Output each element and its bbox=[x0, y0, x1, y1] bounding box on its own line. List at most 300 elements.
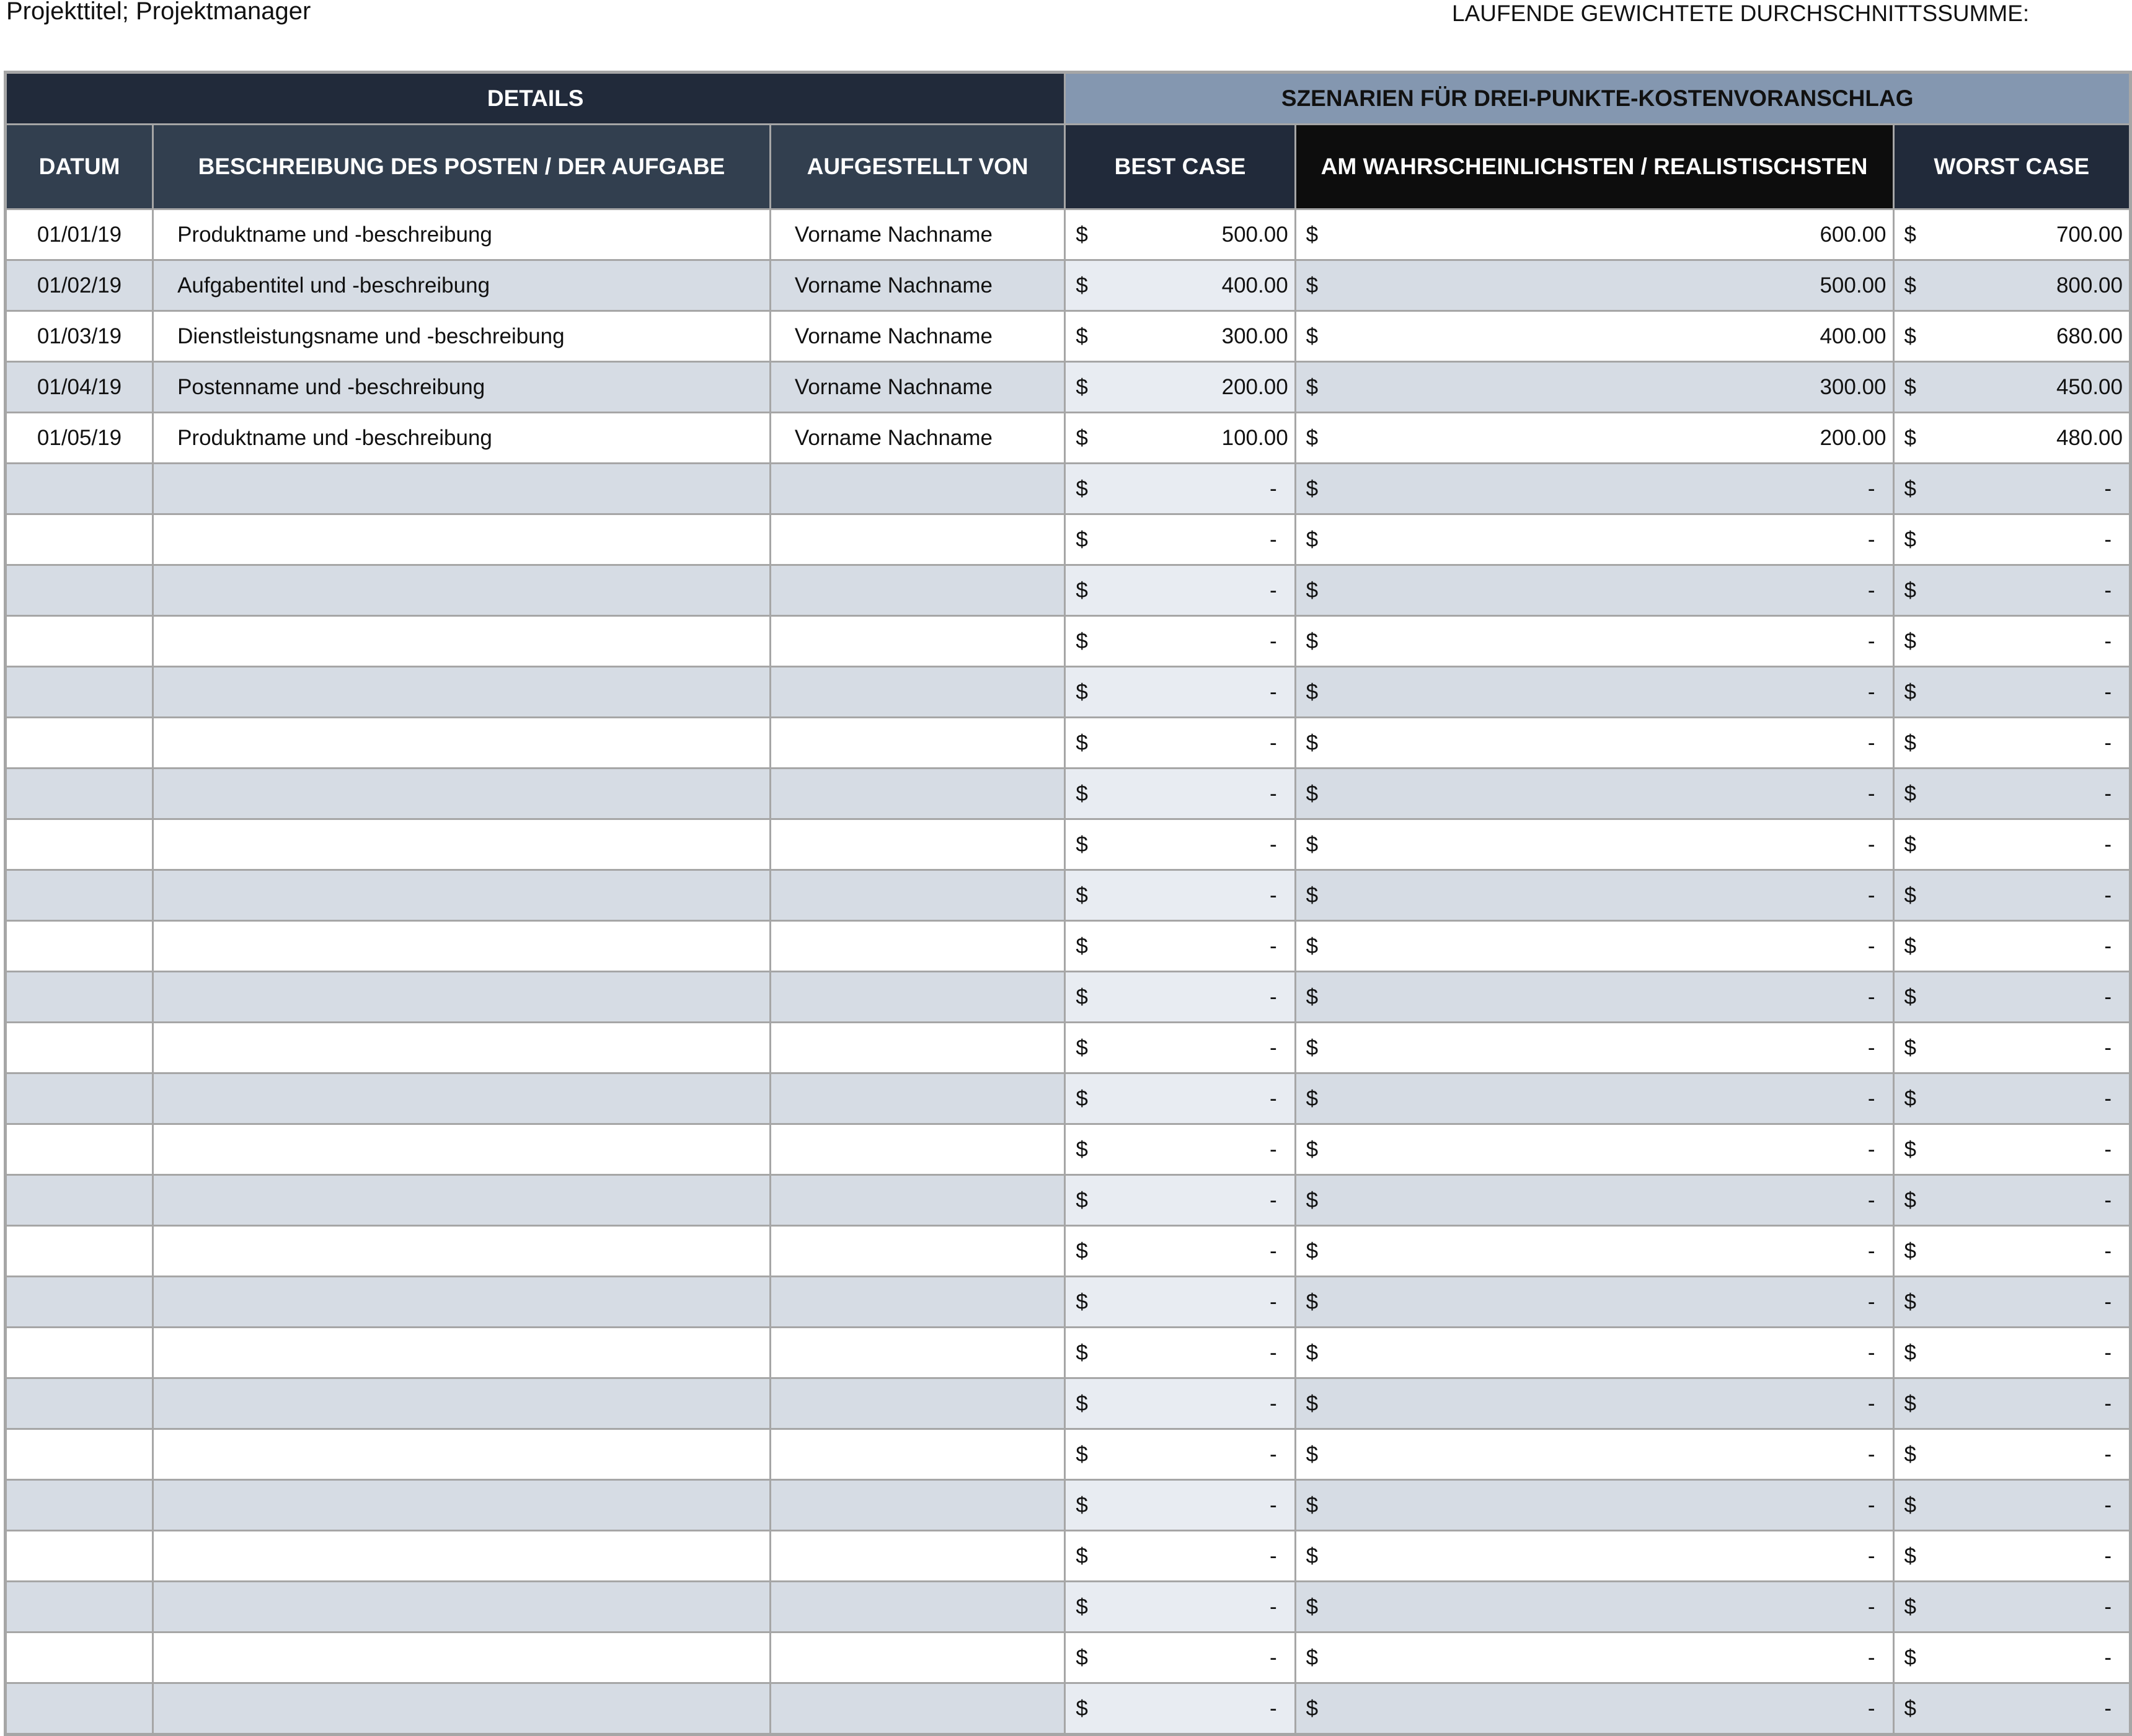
cell-worst-case[interactable] bbox=[1893, 1683, 2130, 1735]
cell-date[interactable] bbox=[6, 1277, 153, 1328]
cell-created-by[interactable] bbox=[770, 1226, 1064, 1277]
cell-created-by[interactable] bbox=[770, 819, 1064, 870]
cell-description[interactable]: Produktname und -beschreibung bbox=[153, 209, 771, 260]
cell-best-case[interactable] bbox=[1065, 464, 1295, 514]
cell-created-by[interactable] bbox=[770, 464, 1064, 514]
cell-description[interactable] bbox=[153, 1429, 771, 1480]
currency-symbol: $ bbox=[1306, 883, 1319, 907]
amount-value: - bbox=[1867, 1086, 1875, 1111]
currency-symbol: $ bbox=[1076, 425, 1088, 450]
table-row bbox=[6, 1328, 2131, 1378]
amount-value: - bbox=[1270, 984, 1277, 1009]
cell-created-by[interactable] bbox=[770, 1124, 1064, 1175]
table-row bbox=[6, 1124, 2131, 1175]
cell-description[interactable] bbox=[153, 616, 771, 667]
cell-worst-case[interactable] bbox=[1893, 1073, 2130, 1124]
cell-description[interactable] bbox=[153, 514, 771, 565]
currency-symbol: $ bbox=[1904, 527, 1916, 552]
cell-most-likely[interactable] bbox=[1295, 1328, 1893, 1378]
cell-date[interactable] bbox=[6, 1531, 153, 1582]
amount-value: - bbox=[1270, 781, 1277, 806]
currency-symbol: $ bbox=[1076, 730, 1088, 755]
amount-value: - bbox=[2104, 679, 2112, 704]
cell-created-by[interactable] bbox=[770, 1480, 1064, 1531]
cell-most-likely[interactable] bbox=[1295, 1277, 1893, 1328]
cell-description[interactable]: Postenname und -beschreibung bbox=[153, 362, 771, 413]
cell-most-likely[interactable] bbox=[1295, 1073, 1893, 1124]
cell-date[interactable]: 01/01/19 bbox=[6, 209, 153, 260]
cell-description[interactable] bbox=[153, 1480, 771, 1531]
cell-best-case[interactable] bbox=[1065, 1582, 1295, 1632]
weighted-average-sum-label: LAUFENDE GEWICHTETE DURCHSCHNITTSSUMME: bbox=[1452, 1, 2030, 26]
currency-symbol: $ bbox=[1076, 1492, 1088, 1517]
currency-symbol: $ bbox=[1306, 1137, 1319, 1161]
currency-symbol: $ bbox=[1076, 1238, 1088, 1263]
cell-best-case[interactable] bbox=[1065, 1124, 1295, 1175]
cell-created-by[interactable] bbox=[770, 769, 1064, 819]
table-row bbox=[6, 1277, 2131, 1328]
amount-value: - bbox=[1270, 1289, 1277, 1314]
cell-date[interactable] bbox=[6, 1124, 153, 1175]
cell-created-by[interactable] bbox=[770, 1328, 1064, 1378]
table-row bbox=[6, 819, 2131, 870]
currency-symbol: $ bbox=[1076, 628, 1088, 653]
cell-date[interactable]: 01/02/19 bbox=[6, 260, 153, 311]
amount-value: - bbox=[1867, 679, 1875, 704]
cell-description[interactable] bbox=[153, 718, 771, 769]
cell-best-case[interactable] bbox=[1065, 1277, 1295, 1328]
cell-description[interactable] bbox=[153, 1226, 771, 1277]
cell-description[interactable] bbox=[153, 819, 771, 870]
cell-best-case[interactable] bbox=[1065, 819, 1295, 870]
column-header-date: DATUM bbox=[6, 125, 153, 209]
amount-value: - bbox=[2104, 1086, 2112, 1111]
amount-value: - bbox=[2104, 730, 2112, 755]
cell-created-by[interactable] bbox=[770, 718, 1064, 769]
cell-worst-case[interactable] bbox=[1893, 718, 2130, 769]
amount-value: - bbox=[1867, 832, 1875, 857]
cell-worst-case[interactable] bbox=[1893, 565, 2130, 616]
currency-symbol: $ bbox=[1306, 1645, 1319, 1670]
amount-value: - bbox=[1867, 883, 1875, 907]
currency-symbol: $ bbox=[1904, 1696, 1916, 1721]
amount-value: - bbox=[1270, 679, 1277, 704]
cell-created-by[interactable]: Vorname Nachname bbox=[770, 413, 1064, 464]
cell-created-by[interactable] bbox=[770, 616, 1064, 667]
cell-most-likely[interactable] bbox=[1295, 870, 1893, 921]
currency-symbol: $ bbox=[1904, 883, 1916, 907]
cell-best-case[interactable] bbox=[1065, 769, 1295, 819]
cell-worst-case[interactable] bbox=[1893, 972, 2130, 1023]
amount-value: - bbox=[2104, 578, 2112, 602]
amount-value: - bbox=[2104, 1187, 2112, 1212]
cell-description[interactable] bbox=[153, 1073, 771, 1124]
cell-most-likely[interactable] bbox=[1295, 1429, 1893, 1480]
cell-description[interactable] bbox=[153, 870, 771, 921]
currency-symbol: $ bbox=[1904, 1035, 1916, 1060]
amount-value: 700.00 bbox=[2056, 222, 2123, 247]
currency-symbol: $ bbox=[1904, 628, 1916, 653]
cell-description[interactable] bbox=[153, 1175, 771, 1226]
cell-most-likely[interactable] bbox=[1295, 667, 1893, 718]
cell-worst-case[interactable] bbox=[1893, 1124, 2130, 1175]
amount-value: - bbox=[1270, 832, 1277, 857]
currency-symbol: $ bbox=[1306, 578, 1319, 602]
cell-most-likely[interactable] bbox=[1295, 972, 1893, 1023]
currency-symbol: $ bbox=[1904, 1645, 1916, 1670]
cell-created-by[interactable] bbox=[770, 1175, 1064, 1226]
cell-best-case[interactable] bbox=[1065, 870, 1295, 921]
currency-symbol: $ bbox=[1306, 832, 1319, 857]
table-row bbox=[6, 972, 2131, 1023]
cell-best-case[interactable] bbox=[1065, 514, 1295, 565]
currency-symbol: $ bbox=[1306, 1492, 1319, 1517]
currency-symbol: $ bbox=[1076, 1543, 1088, 1568]
currency-symbol: $ bbox=[1076, 883, 1088, 907]
cell-worst-case[interactable] bbox=[1893, 819, 2130, 870]
amount-value: 300.00 bbox=[1820, 374, 1887, 399]
table-row bbox=[6, 921, 2131, 972]
currency-symbol: $ bbox=[1306, 1187, 1319, 1212]
cell-worst-case[interactable] bbox=[1893, 1429, 2130, 1480]
cell-worst-case[interactable] bbox=[1893, 1632, 2130, 1683]
cell-best-case[interactable] bbox=[1065, 1378, 1295, 1429]
cell-worst-case[interactable] bbox=[1893, 769, 2130, 819]
cell-most-likely[interactable] bbox=[1295, 311, 1893, 362]
amount-value: - bbox=[2104, 832, 2112, 857]
amount-value: - bbox=[1867, 1391, 1875, 1416]
cell-date[interactable] bbox=[6, 464, 153, 514]
currency-symbol: $ bbox=[1076, 1645, 1088, 1670]
cell-created-by[interactable]: Vorname Nachname bbox=[770, 209, 1064, 260]
cell-created-by[interactable] bbox=[770, 1632, 1064, 1683]
currency-symbol: $ bbox=[1076, 1187, 1088, 1212]
currency-symbol: $ bbox=[1306, 781, 1319, 806]
table-row bbox=[6, 1683, 2131, 1735]
currency-symbol: $ bbox=[1306, 984, 1319, 1009]
cell-date[interactable] bbox=[6, 921, 153, 972]
table-row bbox=[6, 1023, 2131, 1073]
cell-description[interactable] bbox=[153, 464, 771, 514]
cell-date[interactable] bbox=[6, 769, 153, 819]
currency-symbol: $ bbox=[1306, 1594, 1319, 1619]
cell-most-likely[interactable] bbox=[1295, 769, 1893, 819]
cell-best-case[interactable] bbox=[1065, 1073, 1295, 1124]
cell-date[interactable]: 01/03/19 bbox=[6, 311, 153, 362]
cell-best-case[interactable] bbox=[1065, 209, 1295, 260]
cell-date[interactable] bbox=[6, 514, 153, 565]
cell-date[interactable] bbox=[6, 667, 153, 718]
cell-most-likely[interactable] bbox=[1295, 1023, 1893, 1073]
cell-best-case[interactable] bbox=[1065, 718, 1295, 769]
cell-most-likely[interactable] bbox=[1295, 616, 1893, 667]
cell-description[interactable] bbox=[153, 1277, 771, 1328]
currency-symbol: $ bbox=[1306, 1035, 1319, 1060]
cell-description[interactable] bbox=[153, 921, 771, 972]
cell-most-likely[interactable] bbox=[1295, 209, 1893, 260]
amount-value: - bbox=[2104, 1543, 2112, 1568]
amount-value: - bbox=[2104, 781, 2112, 806]
table-row bbox=[6, 1073, 2131, 1124]
currency-symbol: $ bbox=[1306, 1543, 1319, 1568]
cell-created-by[interactable] bbox=[770, 1073, 1064, 1124]
cell-worst-case[interactable] bbox=[1893, 1023, 2130, 1073]
cell-date[interactable] bbox=[6, 972, 153, 1023]
currency-symbol: $ bbox=[1904, 273, 1916, 297]
cell-created-by[interactable] bbox=[770, 1683, 1064, 1735]
table-row bbox=[6, 616, 2131, 667]
cell-most-likely[interactable] bbox=[1295, 464, 1893, 514]
currency-symbol: $ bbox=[1904, 933, 1916, 958]
cell-created-by[interactable] bbox=[770, 514, 1064, 565]
cell-date[interactable] bbox=[6, 718, 153, 769]
column-header-best-case: BEST CASE bbox=[1065, 125, 1295, 209]
cell-best-case[interactable] bbox=[1065, 972, 1295, 1023]
currency-symbol: $ bbox=[1076, 578, 1088, 602]
cell-most-likely[interactable] bbox=[1295, 1175, 1893, 1226]
cell-most-likely[interactable] bbox=[1295, 565, 1893, 616]
currency-symbol: $ bbox=[1306, 476, 1319, 501]
amount-value: - bbox=[1270, 1238, 1277, 1263]
cell-worst-case[interactable] bbox=[1893, 1582, 2130, 1632]
amount-value: - bbox=[1270, 1442, 1277, 1466]
amount-value: - bbox=[1270, 730, 1277, 755]
cell-created-by[interactable] bbox=[770, 1277, 1064, 1328]
cell-most-likely[interactable] bbox=[1295, 921, 1893, 972]
table-row bbox=[6, 464, 2131, 514]
currency-symbol: $ bbox=[1306, 1442, 1319, 1466]
cell-date[interactable]: 01/04/19 bbox=[6, 362, 153, 413]
currency-symbol: $ bbox=[1306, 1086, 1319, 1111]
amount-value: - bbox=[1867, 628, 1875, 653]
cell-created-by[interactable] bbox=[770, 1582, 1064, 1632]
table-row bbox=[6, 1175, 2131, 1226]
group-header-scenarios: SZENARIEN FÜR DREI-PUNKTE-KOSTENVORANSCHLAG bbox=[1065, 73, 2131, 125]
amount-value: - bbox=[1867, 1645, 1875, 1670]
cell-description[interactable] bbox=[153, 1632, 771, 1683]
cell-description[interactable] bbox=[153, 1531, 771, 1582]
amount-value: - bbox=[2104, 476, 2112, 501]
amount-value: - bbox=[1867, 578, 1875, 602]
cell-worst-case[interactable] bbox=[1893, 1277, 2130, 1328]
cell-worst-case[interactable] bbox=[1893, 1480, 2130, 1531]
cell-created-by[interactable] bbox=[770, 1531, 1064, 1582]
currency-symbol: $ bbox=[1306, 425, 1319, 450]
cell-most-likely[interactable] bbox=[1295, 1378, 1893, 1429]
cell-description[interactable] bbox=[153, 1378, 771, 1429]
cell-date[interactable] bbox=[6, 616, 153, 667]
cell-date[interactable] bbox=[6, 1175, 153, 1226]
cell-created-by[interactable] bbox=[770, 972, 1064, 1023]
amount-value: - bbox=[1270, 578, 1277, 602]
currency-symbol: $ bbox=[1076, 273, 1088, 297]
cell-most-likely[interactable] bbox=[1295, 362, 1893, 413]
cell-best-case[interactable] bbox=[1065, 1480, 1295, 1531]
cell-best-case[interactable] bbox=[1065, 667, 1295, 718]
amount-value: 100.00 bbox=[1221, 425, 1288, 450]
currency-symbol: $ bbox=[1076, 374, 1088, 399]
cell-worst-case[interactable] bbox=[1893, 209, 2130, 260]
table-row bbox=[6, 1378, 2131, 1429]
cell-best-case[interactable] bbox=[1065, 1683, 1295, 1735]
cell-created-by[interactable]: Vorname Nachname bbox=[770, 311, 1064, 362]
cell-date[interactable] bbox=[6, 819, 153, 870]
currency-symbol: $ bbox=[1904, 578, 1916, 602]
currency-symbol: $ bbox=[1904, 1492, 1916, 1517]
cell-best-case[interactable] bbox=[1065, 1023, 1295, 1073]
amount-value: 200.00 bbox=[1221, 374, 1288, 399]
cell-most-likely[interactable] bbox=[1295, 819, 1893, 870]
cell-best-case[interactable] bbox=[1065, 1531, 1295, 1582]
cell-best-case[interactable] bbox=[1065, 311, 1295, 362]
cell-created-by[interactable]: Vorname Nachname bbox=[770, 260, 1064, 311]
cell-created-by[interactable]: Vorname Nachname bbox=[770, 362, 1064, 413]
cell-best-case[interactable] bbox=[1065, 1632, 1295, 1683]
amount-value: - bbox=[1867, 730, 1875, 755]
cell-date[interactable]: 01/05/19 bbox=[6, 413, 153, 464]
cell-most-likely[interactable] bbox=[1295, 1683, 1893, 1735]
cell-worst-case[interactable] bbox=[1893, 870, 2130, 921]
cell-worst-case[interactable] bbox=[1893, 1226, 2130, 1277]
cell-most-likely[interactable] bbox=[1295, 1480, 1893, 1531]
cell-date[interactable] bbox=[6, 565, 153, 616]
cell-best-case[interactable] bbox=[1065, 1226, 1295, 1277]
cell-most-likely[interactable] bbox=[1295, 1632, 1893, 1683]
cell-most-likely[interactable] bbox=[1295, 260, 1893, 311]
cell-most-likely[interactable] bbox=[1295, 1582, 1893, 1632]
cell-worst-case[interactable] bbox=[1893, 413, 2130, 464]
cell-description[interactable] bbox=[153, 565, 771, 616]
amount-value: 300.00 bbox=[1221, 324, 1288, 348]
cell-best-case[interactable] bbox=[1065, 565, 1295, 616]
cell-date[interactable] bbox=[6, 870, 153, 921]
table-row bbox=[6, 413, 2131, 464]
cell-description[interactable]: Aufgabentitel und -beschreibung bbox=[153, 260, 771, 311]
cell-date[interactable] bbox=[6, 1328, 153, 1378]
amount-value: 500.00 bbox=[1820, 273, 1887, 297]
amount-value: - bbox=[1867, 933, 1875, 958]
cell-description[interactable]: Produktname und -beschreibung bbox=[153, 413, 771, 464]
cell-best-case[interactable] bbox=[1065, 1175, 1295, 1226]
currency-symbol: $ bbox=[1076, 984, 1088, 1009]
table-row bbox=[6, 667, 2131, 718]
currency-symbol: $ bbox=[1306, 628, 1319, 653]
amount-value: - bbox=[1867, 476, 1875, 501]
cell-worst-case[interactable] bbox=[1893, 311, 2130, 362]
cell-description[interactable] bbox=[153, 667, 771, 718]
cell-description[interactable] bbox=[153, 1328, 771, 1378]
cell-worst-case[interactable] bbox=[1893, 1175, 2130, 1226]
cell-worst-case[interactable] bbox=[1893, 921, 2130, 972]
table-row bbox=[6, 1429, 2131, 1480]
currency-symbol: $ bbox=[1076, 476, 1088, 501]
amount-value: - bbox=[1270, 1086, 1277, 1111]
cell-description[interactable] bbox=[153, 1124, 771, 1175]
currency-symbol: $ bbox=[1306, 1289, 1319, 1314]
cell-date[interactable] bbox=[6, 1480, 153, 1531]
amount-value: 600.00 bbox=[1820, 222, 1887, 247]
amount-value: - bbox=[1270, 1594, 1277, 1619]
cell-description[interactable] bbox=[153, 769, 771, 819]
cell-worst-case[interactable] bbox=[1893, 667, 2130, 718]
cell-worst-case[interactable] bbox=[1893, 1378, 2130, 1429]
currency-symbol: $ bbox=[1076, 1035, 1088, 1060]
cell-best-case[interactable] bbox=[1065, 362, 1295, 413]
cell-best-case[interactable] bbox=[1065, 260, 1295, 311]
currency-symbol: $ bbox=[1904, 1187, 1916, 1212]
currency-symbol: $ bbox=[1904, 374, 1916, 399]
cell-created-by[interactable] bbox=[770, 1429, 1064, 1480]
cell-worst-case[interactable] bbox=[1893, 1531, 2130, 1582]
cell-most-likely[interactable] bbox=[1295, 1226, 1893, 1277]
cell-most-likely[interactable] bbox=[1295, 1124, 1893, 1175]
cell-best-case[interactable] bbox=[1065, 1429, 1295, 1480]
cell-most-likely[interactable] bbox=[1295, 514, 1893, 565]
table-row bbox=[6, 1226, 2131, 1277]
amount-value: - bbox=[2104, 1289, 2112, 1314]
cell-created-by[interactable] bbox=[770, 870, 1064, 921]
cell-worst-case[interactable] bbox=[1893, 1328, 2130, 1378]
currency-symbol: $ bbox=[1904, 1289, 1916, 1314]
cell-worst-case[interactable] bbox=[1893, 514, 2130, 565]
amount-value: - bbox=[1867, 1187, 1875, 1212]
amount-value: 200.00 bbox=[1820, 425, 1887, 450]
cell-date[interactable] bbox=[6, 1378, 153, 1429]
cell-description[interactable] bbox=[153, 1582, 771, 1632]
cell-most-likely[interactable] bbox=[1295, 413, 1893, 464]
currency-symbol: $ bbox=[1904, 679, 1916, 704]
cell-description[interactable] bbox=[153, 972, 771, 1023]
cell-description[interactable]: Dienstleistungsname und -beschreibung bbox=[153, 311, 771, 362]
cell-date[interactable] bbox=[6, 1023, 153, 1073]
cell-date[interactable] bbox=[6, 1226, 153, 1277]
column-header-most-likely: AM WAHRSCHEINLICHSTEN / REALISTISCHSTEN bbox=[1295, 125, 1893, 209]
cell-date[interactable] bbox=[6, 1683, 153, 1735]
cell-worst-case[interactable] bbox=[1893, 616, 2130, 667]
amount-value: - bbox=[1867, 1543, 1875, 1568]
cell-created-by[interactable] bbox=[770, 1023, 1064, 1073]
table-row bbox=[6, 311, 2131, 362]
cell-best-case[interactable] bbox=[1065, 413, 1295, 464]
amount-value: - bbox=[1270, 1340, 1277, 1365]
amount-value: - bbox=[2104, 1238, 2112, 1263]
cell-date[interactable] bbox=[6, 1429, 153, 1480]
cell-best-case[interactable] bbox=[1065, 921, 1295, 972]
cell-created-by[interactable] bbox=[770, 667, 1064, 718]
cell-description[interactable] bbox=[153, 1023, 771, 1073]
table-row bbox=[6, 514, 2131, 565]
cell-created-by[interactable] bbox=[770, 921, 1064, 972]
cell-best-case[interactable] bbox=[1065, 1328, 1295, 1378]
cell-date[interactable] bbox=[6, 1582, 153, 1632]
cell-created-by[interactable] bbox=[770, 1378, 1064, 1429]
cell-date[interactable] bbox=[6, 1632, 153, 1683]
currency-symbol: $ bbox=[1306, 679, 1319, 704]
currency-symbol: $ bbox=[1904, 1543, 1916, 1568]
cell-most-likely[interactable] bbox=[1295, 718, 1893, 769]
currency-symbol: $ bbox=[1904, 425, 1916, 450]
cell-description[interactable] bbox=[153, 1683, 771, 1735]
cell-most-likely[interactable] bbox=[1295, 1531, 1893, 1582]
cell-worst-case[interactable] bbox=[1893, 362, 2130, 413]
cell-best-case[interactable] bbox=[1065, 616, 1295, 667]
cell-worst-case[interactable] bbox=[1893, 260, 2130, 311]
cell-created-by[interactable] bbox=[770, 565, 1064, 616]
cell-worst-case[interactable] bbox=[1893, 464, 2130, 514]
currency-symbol: $ bbox=[1306, 1696, 1319, 1721]
currency-symbol: $ bbox=[1076, 1289, 1088, 1314]
cell-date[interactable] bbox=[6, 1073, 153, 1124]
